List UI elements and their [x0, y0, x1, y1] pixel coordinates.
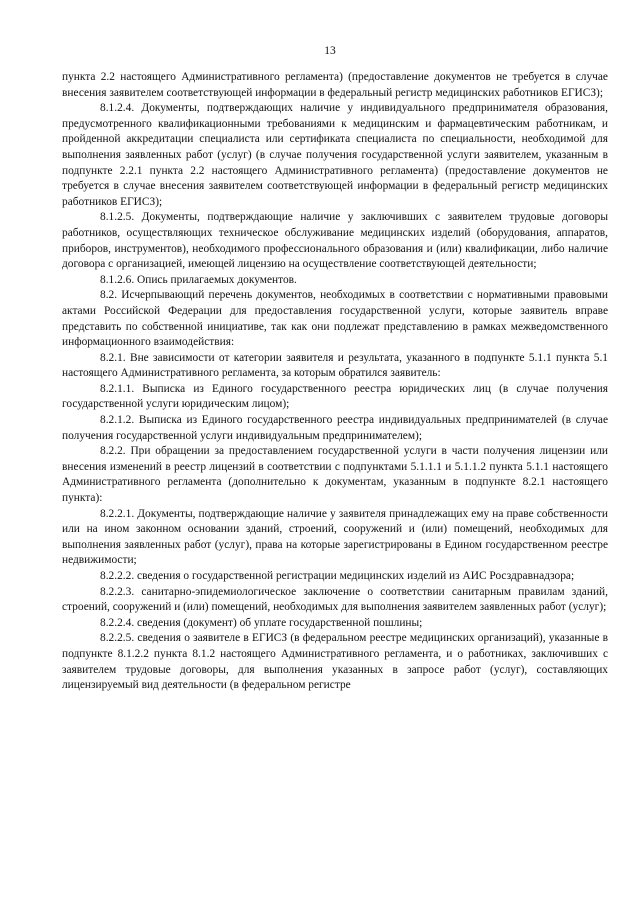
paragraph: 8.1.2.4. Документы, подтверждающих наличие у индивидуального предпринимателя образования, предусмотренного квалификационными требованиями к медицинским и фармацевтическим работникам, и пройденной аккредитации специалиста или сертификата специалиста по специальности, необходимой для выполнения заявленных работ (услуг) (в случае получения государственной услуги заявителем, указанным в подпункте 2.2.1 пункта 2.2 настоящего Административного регламента) (предоставление документов не требуется в случае внесения заявителем соответствующей информации в федеральный регистр медицинских работников ЕГИСЗ); [62, 102, 608, 208]
paragraph: 8.2.2.4. сведения (документ) об уплате государственной пошлины; [100, 616, 423, 629]
paragraph: 8.2.2. При обращении за предоставлением государственной услуги в части получения лицензии или внесения изменений в реестр лицензий в соответствии с подпунктами 5.1.1.1 и 5.1.1.2 пункта 5.1.1 настоящего Административного регламента (дополнительно к документам, указанным в подпункте 8.2.1 настоящего пункта): [62, 445, 608, 505]
document-body [62, 70, 608, 694]
paragraph: 8.2.2.5. сведения о заявителе в ЕГИСЗ (в федеральном реестре медицинских организаций), указанные в подпункте 8.1.2.2 пункта 8.1.2 настоящего Административного регламента, и о работниках, заключивших с заявителем трудовые договоры, для выполнения указанных в запросе работ (услуг), составляющих лицензируемый вид деятельности (в федеральном регистре [62, 632, 608, 692]
page-number: 13 [324, 45, 336, 57]
paragraph: 8.2.1. Вне зависимости от категории заявителя и результата, указанного в подпункте 5.1.1 пункта 5.1 настоящего Административного регламента, за которым обратился заявитель: [62, 351, 608, 380]
paragraph: 8.2.2.1. Документы, подтверждающие наличие у заявителя принадлежащих ему на праве собственности или на ином законном основании зданий, строений, сооружений и (или) помещений, необходимых для выполнения заявленных работ (услуг), права на которые зарегистрированы в Едином государственном реестре недвижимости; [62, 507, 608, 567]
paragraph: 8.2. Исчерпывающий перечень документов, необходимых в соответствии с нормативными правовыми актами Российской Федерации для предоставления государственной услуги, которые заявитель вправе представить по собственной инициативе, так как они подлежат представлению в рамках межведомственного информационного взаимодействия: [62, 289, 608, 349]
paragraph: 8.1.2.5. Документы, подтверждающие наличие у заключивших с заявителем трудовые договоры работников, осуществляющих техническое обслуживание медицинских изделий (оборудования, аппаратов, приборов, инструментов), необходимого профессионального образования и (или) квалификации, либо наличие договора с организацией, имеющей лицензию на осуществление соответствующей деятельности; [62, 211, 608, 271]
paragraph: 8.1.2.6. Опись прилагаемых документов. [100, 273, 297, 286]
paragraph: пункта 2.2 настоящего Административного регламента) (предоставление документов не требуется в случае внесения заявителем соответствующей информации в федеральный регистр медицинских работников ЕГИСЗ); [62, 71, 608, 99]
paragraph: 8.2.2.2. сведения о государственной регистрации медицинских изделий из АИС Росздравнадзора; [100, 570, 575, 582]
paragraph: 8.2.1.2. Выписка из Единого государственного реестра индивидуальных предпринимателей (в случае получения государственной услуги индивидуальным предпринимателем); [62, 414, 608, 442]
paragraph: 8.2.2.3. санитарно-эпидемиологическое заключение о соответствии санитарным правилам зданий, строений, сооружений и (или) помещений, необходимых для выполнения заявителем заявленных работ (услуг); [62, 585, 608, 614]
paragraph: 8.2.1.1. Выписка из Единого государственного реестра юридических лиц (в случае получения государственной услуги юридическим лицом); [62, 382, 608, 411]
